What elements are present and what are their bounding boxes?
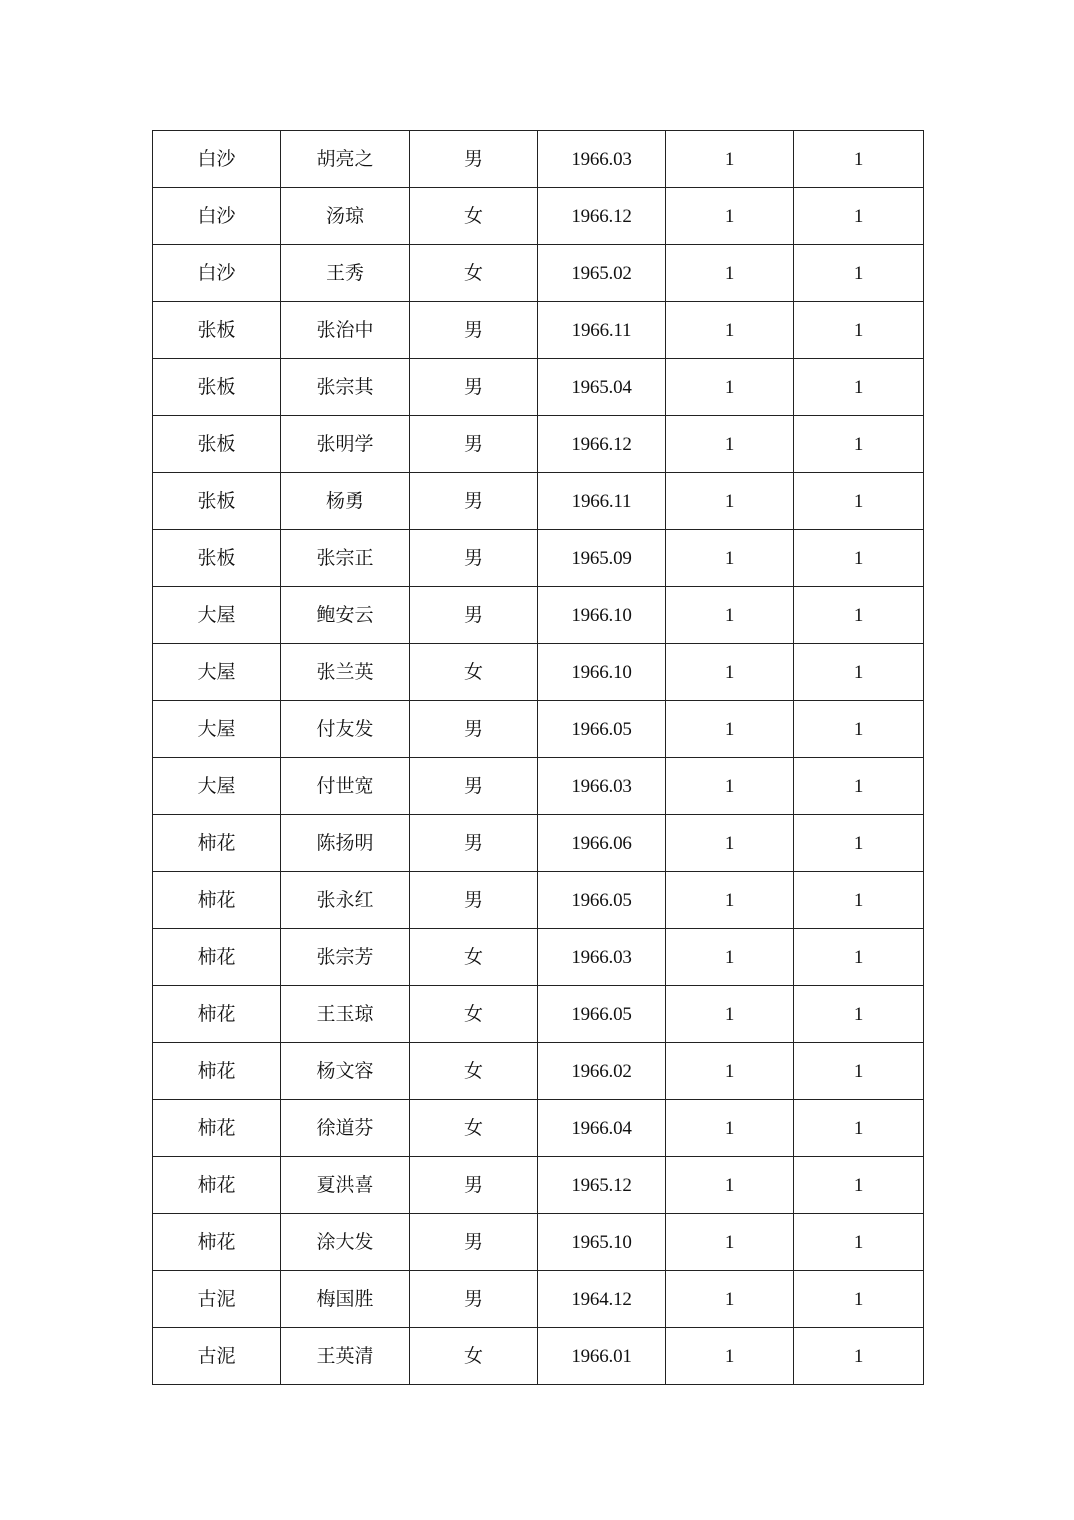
- table-row: [153, 1043, 924, 1100]
- table-row: [153, 929, 924, 986]
- total-cell: 1: [794, 986, 924, 1043]
- village-cell: 白沙: [153, 188, 281, 245]
- village-cell: 张板: [153, 473, 281, 530]
- village-cell: 柿花: [153, 1157, 281, 1214]
- gender-cell: 男: [410, 302, 538, 359]
- total-cell: 1: [794, 245, 924, 302]
- gender-cell: 男: [410, 416, 538, 473]
- count-cell: 1: [666, 1157, 794, 1214]
- table-row: [153, 416, 924, 473]
- table-row: [153, 1271, 924, 1328]
- birth-date-cell: 1966.11: [538, 473, 666, 530]
- table-row: [153, 131, 924, 188]
- table-row: [153, 587, 924, 644]
- gender-cell: 男: [410, 359, 538, 416]
- table-row: [153, 302, 924, 359]
- birth-date-cell: 1966.12: [538, 416, 666, 473]
- count-cell: 1: [666, 1328, 794, 1385]
- count-cell: 1: [666, 416, 794, 473]
- village-cell: 大屋: [153, 701, 281, 758]
- birth-date-cell: 1966.03: [538, 929, 666, 986]
- name-cell: 张明学: [281, 416, 410, 473]
- name-cell: 张宗正: [281, 530, 410, 587]
- total-cell: 1: [794, 1157, 924, 1214]
- village-cell: 大屋: [153, 587, 281, 644]
- birth-date-cell: 1965.09: [538, 530, 666, 587]
- gender-cell: 男: [410, 131, 538, 188]
- table-row: [153, 1214, 924, 1271]
- count-cell: 1: [666, 131, 794, 188]
- total-cell: 1: [794, 416, 924, 473]
- gender-cell: 女: [410, 245, 538, 302]
- count-cell: 1: [666, 1043, 794, 1100]
- birth-date-cell: 1966.10: [538, 587, 666, 644]
- name-cell: 徐道芬: [281, 1100, 410, 1157]
- total-cell: 1: [794, 929, 924, 986]
- birth-date-cell: 1966.01: [538, 1328, 666, 1385]
- total-cell: 1: [794, 1271, 924, 1328]
- count-cell: 1: [666, 872, 794, 929]
- village-cell: 柿花: [153, 815, 281, 872]
- total-cell: 1: [794, 188, 924, 245]
- roster-table-body: [153, 131, 924, 1385]
- name-cell: 张宗芳: [281, 929, 410, 986]
- total-cell: 1: [794, 359, 924, 416]
- gender-cell: 女: [410, 1100, 538, 1157]
- count-cell: 1: [666, 815, 794, 872]
- count-cell: 1: [666, 1271, 794, 1328]
- name-cell: 付友发: [281, 701, 410, 758]
- total-cell: 1: [794, 1043, 924, 1100]
- count-cell: 1: [666, 929, 794, 986]
- gender-cell: 男: [410, 815, 538, 872]
- table-row: [153, 758, 924, 815]
- birth-date-cell: 1966.05: [538, 872, 666, 929]
- birth-date-cell: 1966.10: [538, 644, 666, 701]
- count-cell: 1: [666, 530, 794, 587]
- village-cell: 柿花: [153, 872, 281, 929]
- name-cell: 陈扬明: [281, 815, 410, 872]
- table-row: [153, 1100, 924, 1157]
- gender-cell: 女: [410, 644, 538, 701]
- birth-date-cell: 1966.05: [538, 701, 666, 758]
- total-cell: 1: [794, 815, 924, 872]
- total-cell: 1: [794, 758, 924, 815]
- village-cell: 柿花: [153, 1100, 281, 1157]
- name-cell: 张兰英: [281, 644, 410, 701]
- gender-cell: 男: [410, 530, 538, 587]
- name-cell: 杨勇: [281, 473, 410, 530]
- village-cell: 柿花: [153, 929, 281, 986]
- birth-date-cell: 1965.10: [538, 1214, 666, 1271]
- village-cell: 张板: [153, 359, 281, 416]
- name-cell: 付世宽: [281, 758, 410, 815]
- table-row: [153, 815, 924, 872]
- birth-date-cell: 1966.06: [538, 815, 666, 872]
- village-cell: 白沙: [153, 245, 281, 302]
- name-cell: 涂大发: [281, 1214, 410, 1271]
- total-cell: 1: [794, 302, 924, 359]
- gender-cell: 男: [410, 473, 538, 530]
- birth-date-cell: 1966.11: [538, 302, 666, 359]
- count-cell: 1: [666, 359, 794, 416]
- count-cell: 1: [666, 986, 794, 1043]
- gender-cell: 男: [410, 1157, 538, 1214]
- village-cell: 古泥: [153, 1328, 281, 1385]
- birth-date-cell: 1966.03: [538, 131, 666, 188]
- name-cell: 杨文容: [281, 1043, 410, 1100]
- birth-date-cell: 1965.12: [538, 1157, 666, 1214]
- village-cell: 柿花: [153, 1043, 281, 1100]
- count-cell: 1: [666, 644, 794, 701]
- total-cell: 1: [794, 1214, 924, 1271]
- village-cell: 张板: [153, 530, 281, 587]
- name-cell: 张永红: [281, 872, 410, 929]
- village-cell: 大屋: [153, 758, 281, 815]
- table-row: [153, 188, 924, 245]
- total-cell: 1: [794, 701, 924, 758]
- birth-date-cell: 1966.04: [538, 1100, 666, 1157]
- count-cell: 1: [666, 758, 794, 815]
- name-cell: 王秀: [281, 245, 410, 302]
- count-cell: 1: [666, 701, 794, 758]
- table-row: [153, 359, 924, 416]
- total-cell: 1: [794, 587, 924, 644]
- count-cell: 1: [666, 1100, 794, 1157]
- village-cell: 张板: [153, 416, 281, 473]
- village-cell: 张板: [153, 302, 281, 359]
- gender-cell: 男: [410, 872, 538, 929]
- gender-cell: 女: [410, 1043, 538, 1100]
- gender-cell: 男: [410, 587, 538, 644]
- birth-date-cell: 1965.02: [538, 245, 666, 302]
- name-cell: 鲍安云: [281, 587, 410, 644]
- gender-cell: 男: [410, 1271, 538, 1328]
- village-cell: 古泥: [153, 1271, 281, 1328]
- total-cell: 1: [794, 644, 924, 701]
- village-cell: 大屋: [153, 644, 281, 701]
- name-cell: 夏洪喜: [281, 1157, 410, 1214]
- total-cell: 1: [794, 473, 924, 530]
- table-row: [153, 1157, 924, 1214]
- village-cell: 柿花: [153, 1214, 281, 1271]
- name-cell: 胡亮之: [281, 131, 410, 188]
- name-cell: 张宗其: [281, 359, 410, 416]
- birth-date-cell: 1966.03: [538, 758, 666, 815]
- count-cell: 1: [666, 188, 794, 245]
- gender-cell: 女: [410, 1328, 538, 1385]
- gender-cell: 男: [410, 701, 538, 758]
- count-cell: 1: [666, 245, 794, 302]
- name-cell: 张治中: [281, 302, 410, 359]
- gender-cell: 男: [410, 758, 538, 815]
- table-row: [153, 245, 924, 302]
- name-cell: 王英清: [281, 1328, 410, 1385]
- total-cell: 1: [794, 1328, 924, 1385]
- name-cell: 王玉琼: [281, 986, 410, 1043]
- count-cell: 1: [666, 302, 794, 359]
- count-cell: 1: [666, 1214, 794, 1271]
- table-row: [153, 1328, 924, 1385]
- birth-date-cell: 1966.12: [538, 188, 666, 245]
- table-row: [153, 530, 924, 587]
- table-row: [153, 644, 924, 701]
- name-cell: 汤琼: [281, 188, 410, 245]
- table-row: [153, 986, 924, 1043]
- gender-cell: 女: [410, 986, 538, 1043]
- total-cell: 1: [794, 872, 924, 929]
- name-cell: 梅国胜: [281, 1271, 410, 1328]
- total-cell: 1: [794, 1100, 924, 1157]
- count-cell: 1: [666, 473, 794, 530]
- table-row: [153, 872, 924, 929]
- gender-cell: 女: [410, 929, 538, 986]
- village-cell: 柿花: [153, 986, 281, 1043]
- gender-cell: 女: [410, 188, 538, 245]
- total-cell: 1: [794, 530, 924, 587]
- birth-date-cell: 1966.05: [538, 986, 666, 1043]
- table-row: [153, 473, 924, 530]
- birth-date-cell: 1964.12: [538, 1271, 666, 1328]
- count-cell: 1: [666, 587, 794, 644]
- table-row: [153, 701, 924, 758]
- roster-table: [152, 130, 924, 1385]
- birth-date-cell: 1966.02: [538, 1043, 666, 1100]
- birth-date-cell: 1965.04: [538, 359, 666, 416]
- total-cell: 1: [794, 131, 924, 188]
- village-cell: 白沙: [153, 131, 281, 188]
- gender-cell: 男: [410, 1214, 538, 1271]
